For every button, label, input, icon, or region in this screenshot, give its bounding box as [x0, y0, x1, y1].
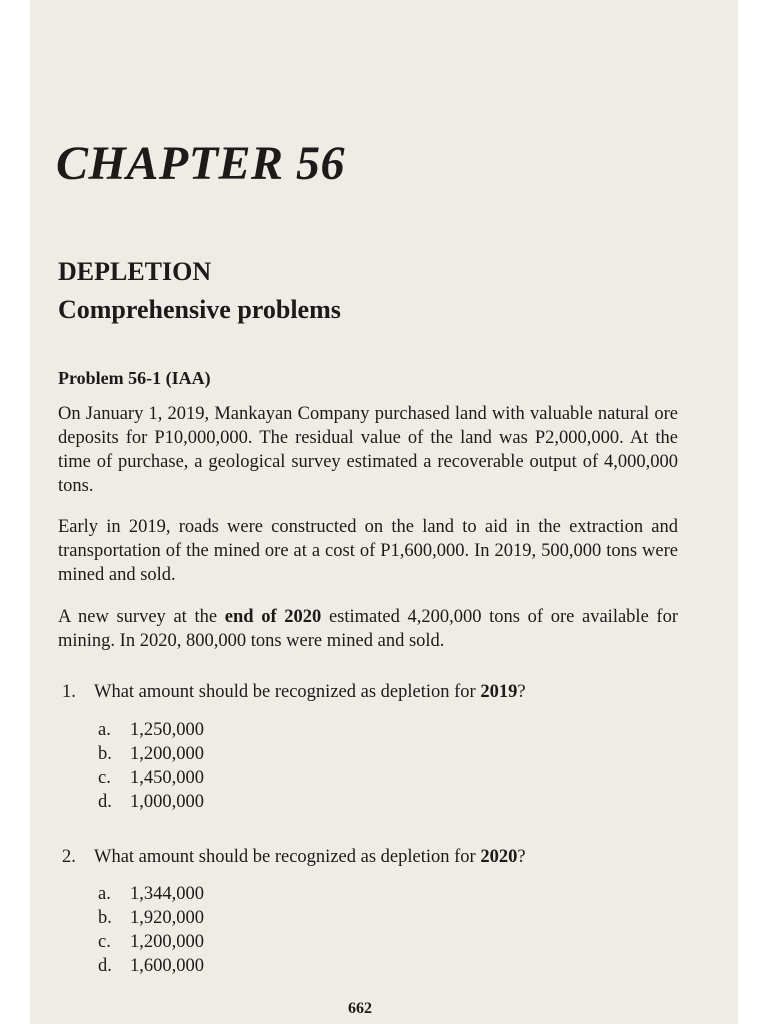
problem-heading: Problem 56-1 (IAA) — [58, 368, 211, 388]
choice-value: 1,200,000 — [130, 744, 204, 764]
question-1-choices — [98, 718, 204, 814]
paragraph-3-text-b: estimated 4,200,000 tons of ore available for mining. In 2020, 800,000 tons were mined and sold. — [58, 607, 679, 651]
question-year: 2019 — [480, 682, 518, 702]
choice-item — [98, 742, 204, 766]
choice-item — [98, 954, 204, 978]
choice-value: 1,344,000 — [130, 884, 204, 904]
choice-letter: c. — [98, 932, 111, 952]
question-end: ? — [517, 682, 526, 702]
book-page — [30, 0, 738, 1024]
problem-paragraph-2: Early in 2019, roads were constructed on the land to aid in the extraction and transportation of the mined ore at a cost of P1,600,000. In 2019, 500,000 tons were mined and sold. — [58, 517, 678, 585]
choice-item — [98, 930, 204, 954]
section-title — [58, 253, 341, 329]
question-number: 2. — [62, 847, 76, 867]
paragraph-3-emphasis: end of 2020 — [224, 607, 322, 627]
question-2 — [62, 845, 682, 869]
choice-letter: c. — [98, 768, 111, 788]
choice-letter: b. — [98, 908, 112, 928]
page-number: 662 — [348, 1000, 372, 1017]
choice-item — [98, 906, 204, 930]
choice-item — [98, 766, 204, 790]
question-number: 1. — [62, 682, 76, 702]
chapter-title: CHAPTER 56 — [56, 137, 346, 190]
choice-value: 1,600,000 — [130, 956, 204, 976]
section-title-line-2: Comprehensive problems — [58, 295, 341, 324]
choice-letter: a. — [98, 720, 111, 740]
choice-letter: d. — [98, 956, 112, 976]
choice-value: 1,250,000 — [130, 720, 204, 740]
question-2-choices — [98, 882, 204, 978]
problem-paragraph-1: On January 1, 2019, Mankayan Company purchased land with valuable natural ore deposits for P10,000,000. The residual value of the land was P2,000,000. At the time of purchase, a geological survey estimated a recoverable output of 4,000,000 tons. — [58, 404, 678, 496]
choice-letter: a. — [98, 884, 111, 904]
choice-item — [98, 718, 204, 742]
section-title-line-1: DEPLETION — [58, 257, 212, 286]
choice-value: 1,920,000 — [130, 908, 204, 928]
question-text: What amount should be recognized as depletion for — [94, 682, 481, 702]
choice-value: 1,200,000 — [130, 932, 204, 952]
question-end: ? — [517, 847, 526, 867]
choice-letter: b. — [98, 744, 112, 764]
choice-letter: d. — [98, 792, 112, 812]
question-year: 2020 — [480, 847, 518, 867]
choice-item — [98, 790, 204, 814]
problem-paragraph-3 — [58, 605, 678, 653]
choice-item — [98, 882, 204, 906]
question-1 — [62, 680, 682, 704]
choice-value: 1,000,000 — [130, 792, 204, 812]
choice-value: 1,450,000 — [130, 768, 204, 788]
question-text: What amount should be recognized as depletion for — [94, 847, 481, 867]
paragraph-3-text-a: A new survey at the — [58, 607, 225, 627]
